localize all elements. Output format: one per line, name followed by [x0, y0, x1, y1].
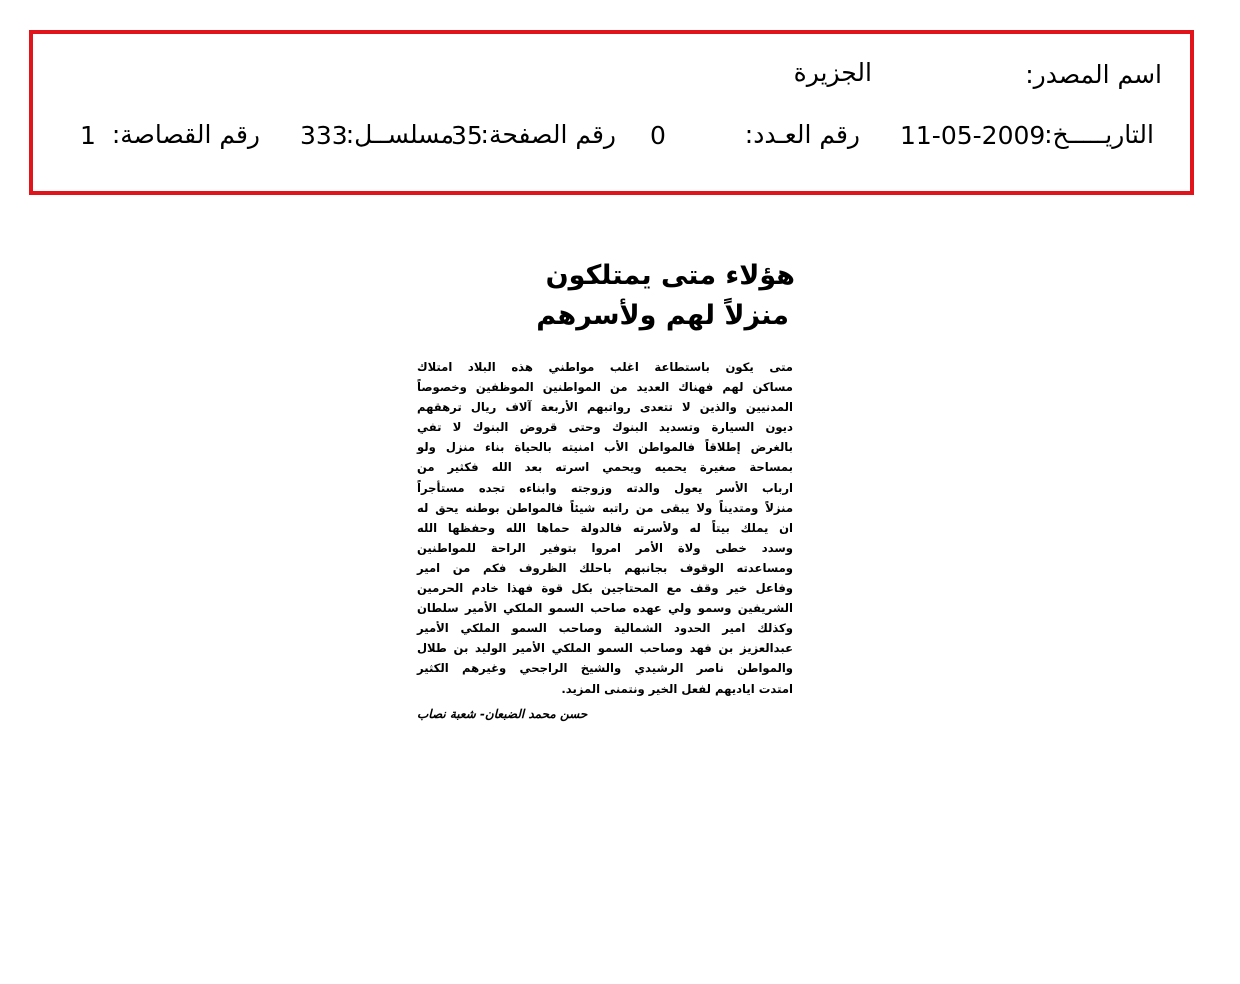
article-body-line: والمواطن ناصر الرشيدي والشيخ الراجحي وغيرهم الكثير: [417, 661, 793, 676]
page-number-value: 35: [451, 121, 483, 150]
article-body-line: بمساحة صغيرة يحميه ويحمي اسرته بعد الله فكثير من: [417, 460, 793, 475]
page-number-label: رقم الصفحة:: [480, 120, 616, 149]
author-signature: حسن محمد الضبعان- شعبة نصاب: [417, 707, 588, 721]
article-body-line: الشريفين وسمو ولي عهده صاحب السمو الملكي الأمير سلطان: [417, 601, 793, 616]
article-body-line: بالغرض إطلاقاً فالمواطن الأب امنيته بالحياة بناء منزل ولو: [417, 440, 793, 455]
serial-value: 333: [300, 121, 348, 150]
clip-number-value: 1: [80, 121, 96, 150]
article-body-line: منزلاً ومتديناً ولا يبقى من راتبه شيئاً فالمواطن بوطنه يحق له: [417, 500, 793, 515]
article-body-line: وكذلك امير الحدود الشمالية وصاحب السمو الملكي الأمير: [417, 621, 793, 636]
source-label: اسم المصدر:: [1025, 60, 1162, 89]
issue-value: 0: [650, 121, 666, 150]
clip-number-label: رقم القصاصة:: [111, 120, 260, 149]
article-body-line: ديون السيارة وتسديد البنوك وحتى قروض البنوك لا تفي: [417, 420, 793, 435]
article-body-line: وفاعل خير وقف مع المحتاجين بكل قوة فهذا خادم الحرمين: [417, 581, 793, 596]
issue-label: رقم العـدد:: [744, 120, 860, 149]
article-body-line: المدنيين والذين لا تتعدى رواتبهم الأربعة آلاف ريال ترهقهم: [417, 400, 793, 415]
article-body-line: ومساعدته الوقوف بجانبهم باحلك الظروف فكم من امير: [417, 560, 793, 575]
date-label: التاريـــــخ:: [1044, 120, 1154, 149]
serial-label: مسلســل:: [345, 120, 454, 149]
article-body-line: وسدد خطى ولاة الأمر امروا بتوفير الراحة للمواطنين: [417, 540, 793, 555]
article-body-line: ان يملك بيتاً له ولأسرته فالدولة حماها الله وحفظها الله: [417, 520, 793, 535]
article-body-line: مساكن لهم فهناك العديد من المواطنين الموظفين وخصوصاً: [417, 380, 793, 395]
article-body-line: ارباب الأسر يعول والدته وزوجته وابناءه تجده مستأجراً: [417, 480, 793, 495]
headline-line-2: منزلاً لهم ولأسرهم: [536, 300, 789, 331]
article-body: [417, 357, 793, 699]
clipping-metadata-box: [29, 30, 1194, 195]
article-body-line: متى يكون باستطاعة اغلب مواطني هذه البلاد امتلاك: [417, 360, 793, 374]
source-value: الجزيرة: [793, 58, 872, 87]
date-value: 11-05-2009: [900, 121, 1046, 150]
article-body-line: عبدالعزيز بن فهد وصاحب السمو الملكي الأمير الوليد بن طلال: [417, 641, 793, 656]
headline-line-1: هؤلاء متى يمتلكون: [545, 260, 795, 291]
article-headline: [435, 256, 795, 336]
article-body-line: امتدت اياديهم لفعل الخير ونتمنى المزيد.: [561, 681, 793, 696]
